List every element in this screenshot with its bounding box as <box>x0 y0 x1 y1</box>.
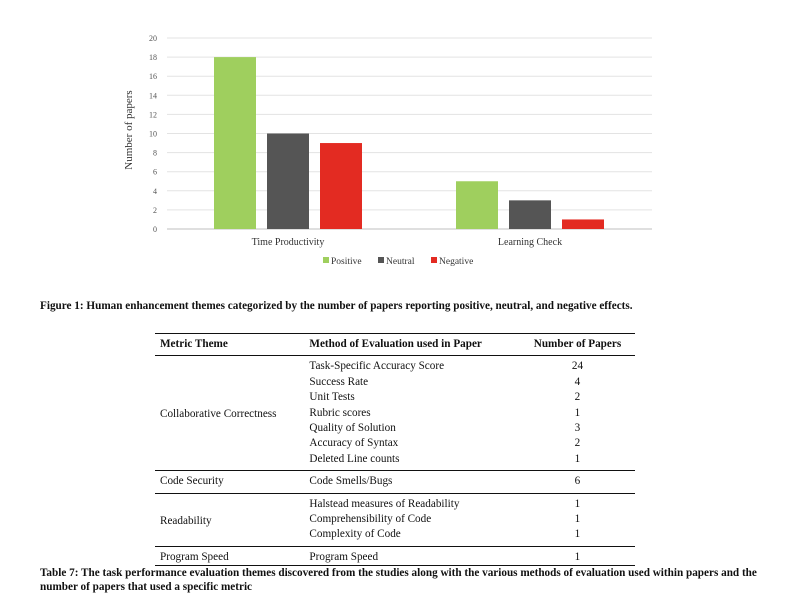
evaluation-method-cell: Complexity of Code <box>304 527 520 546</box>
evaluation-method-cell: Unit Tests <box>309 391 355 404</box>
y-tick-label: 0 <box>153 225 157 234</box>
chart-bars <box>214 57 604 229</box>
y-tick-label: 20 <box>149 34 157 43</box>
metric-theme-cell: Readability <box>155 493 304 546</box>
table-header-theme: Metric Theme <box>155 334 304 356</box>
paper-count-cell: 6 <box>520 471 635 493</box>
table-row <box>155 356 635 375</box>
paper-count-cell: 2 <box>574 391 581 404</box>
paper-count-cell: 2 <box>574 437 581 450</box>
y-tick-label: 16 <box>149 72 157 82</box>
paper-count-cell: 1 <box>574 513 581 526</box>
figure-caption: Figure 1: Human enhancement themes categorized by the number of papers reporting positive, neutral, and negative effects. <box>40 300 633 312</box>
evaluation-method-cell: Rubric scores <box>309 406 371 419</box>
y-tick-label: 2 <box>153 205 157 215</box>
table-row <box>155 493 635 512</box>
legend-label-negative: Negative <box>439 257 474 267</box>
paper-count-cell: 1 <box>574 406 581 419</box>
metric-theme-cell: Collaborative Correctness <box>155 356 304 471</box>
evaluation-method-cell: Halstead measures of Readability <box>309 497 460 510</box>
y-tick-label: 10 <box>149 129 157 139</box>
y-tick-label: 18 <box>149 53 157 63</box>
y-axis-title: Number of papers <box>123 90 135 170</box>
legend-swatch-negative <box>431 257 437 263</box>
evaluation-method-cell: Comprehensibility of Code <box>309 513 432 526</box>
paper-count-cell: 3 <box>574 422 581 435</box>
bar-positive-0 <box>214 57 256 229</box>
paper-count-cell: 24 <box>571 360 584 373</box>
evaluation-method-cell: Accuracy of Syntax <box>309 437 399 450</box>
table-body <box>155 356 635 566</box>
evaluation-method-cell: Success Rate <box>309 375 369 388</box>
evaluation-method-cell: Deleted Line counts <box>304 452 520 471</box>
chart-legend <box>323 257 473 267</box>
paper-count-cell: 1 <box>520 546 635 565</box>
metric-theme-cell: Program Speed <box>155 546 304 565</box>
y-tick-label: 4 <box>153 186 157 196</box>
bar-neutral-1 <box>509 200 551 229</box>
evaluation-method-cell: Program Speed <box>304 546 520 565</box>
x-category-label: Time Productivity <box>251 237 325 248</box>
table-row <box>155 546 635 565</box>
y-tick-label: 6 <box>153 167 157 177</box>
metric-theme-cell: Code Security <box>155 471 304 493</box>
y-tick-label: 12 <box>149 110 157 120</box>
evaluation-method-cell: Quality of Solution <box>309 422 396 435</box>
legend-label-positive: Positive <box>331 257 362 267</box>
bar-negative-0 <box>320 143 362 229</box>
legend-swatch-positive <box>323 257 329 263</box>
table-header-method: Method of Evaluation used in Paper <box>304 334 520 356</box>
table-header-row <box>155 334 635 356</box>
y-tick-label: 14 <box>149 91 157 101</box>
table-caption: Table 7: The task performance evaluation themes discovered from the studies along with the various methods of evaluation used within papers and the number of papers that used a specific metric <box>40 567 757 593</box>
bar-negative-1 <box>562 219 604 229</box>
evaluation-method-cell: Task-Specific Accuracy Score <box>309 360 445 373</box>
table-row <box>155 471 635 493</box>
x-category-labels <box>252 237 562 248</box>
bar-positive-1 <box>456 181 498 229</box>
paper-count-cell: 1 <box>574 497 581 510</box>
y-tick-labels <box>149 34 157 234</box>
x-category-label: Learning Check <box>497 237 563 248</box>
legend-swatch-neutral <box>378 257 384 263</box>
metrics-table <box>155 333 635 566</box>
bar-chart <box>0 0 796 290</box>
paper-count-cell: 4 <box>574 375 581 388</box>
y-tick-label: 8 <box>153 148 157 158</box>
bar-neutral-0 <box>267 134 309 230</box>
paper-count-cell: 1 <box>520 452 635 471</box>
legend-label-neutral: Neutral <box>386 257 415 267</box>
evaluation-method-cell: Code Smells/Bugs <box>304 471 520 493</box>
table-header-count: Number of Papers <box>520 334 635 356</box>
paper-count-cell: 1 <box>520 527 635 546</box>
